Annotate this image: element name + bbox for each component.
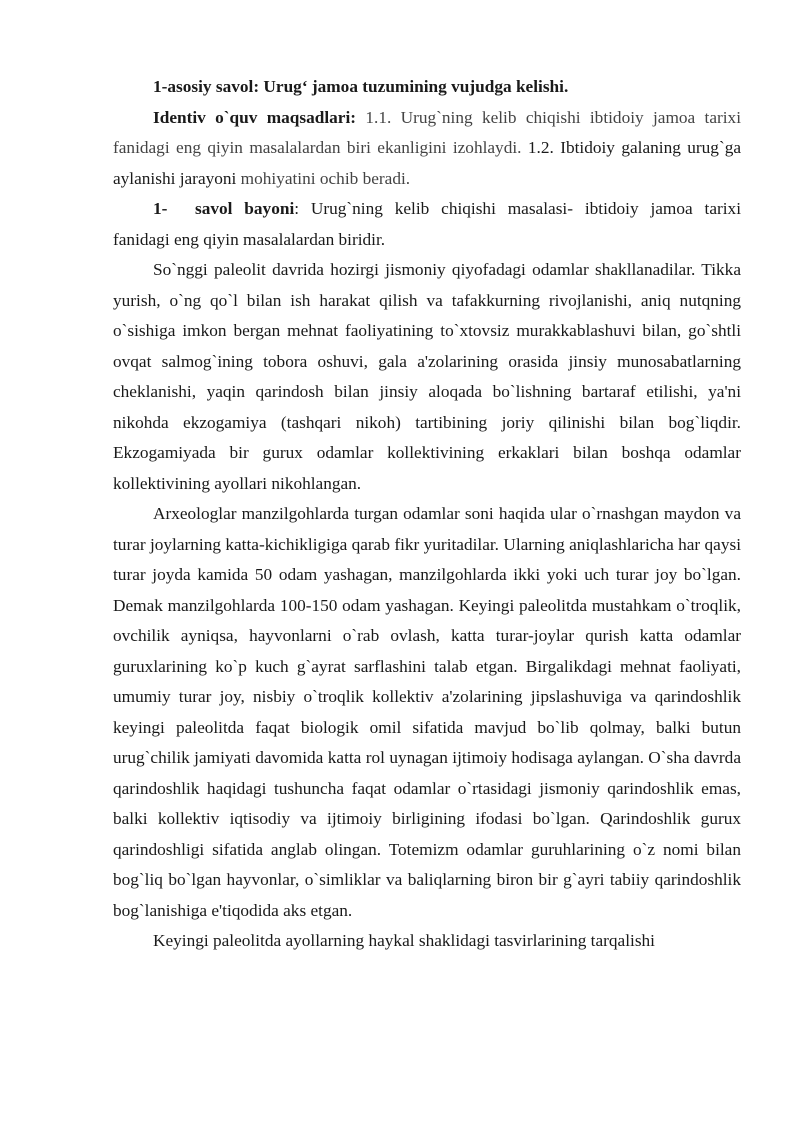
objective-2-verb: mohiyatini ochib beradi. xyxy=(240,168,411,188)
question-text: : Urug`ning kelib chiqishi masalasi- ibtidoiy jamoa tarixi fanidagi eng qiyin masalalardan biridir. xyxy=(113,199,741,249)
body-paragraph-1: So`nggi paleolit davrida hozirgi jismoniy qiyofadagi odamlar shakllanadilar. Tikka yurish, o`ng qo`l bilan ish harakat qilish va tafakkurning rivojlanishi, aniq nutqning o`sishiga imkon bergan mehnat faoliyatining to`xtovsiz murakkablashuvi bilan, go`shtli ovqat salmog`ining tobora oshuvi, gala a'zolarining orasida jinsiy munosabatlarning cheklanishi, yaqin qarindosh bilan jinsiy aloqada bo`lishning bartaraf etilishi, ya'ni nikohda ekzogamiya (tashqari nikoh) tartibining joriy qilinishi bilan bog`liqdir. Ekzogamiyada bir gurux odamlar kollektivining erkaklari bilan boshqa odamlar kollektivining ayollari nikohlangan. xyxy=(113,260,741,493)
objectives-paragraph xyxy=(113,103,741,195)
document-page xyxy=(113,72,741,957)
question-number: 1- xyxy=(153,199,168,218)
question-paragraph xyxy=(113,194,741,255)
objective-2-text: 1.2. Ibtidoiy galaning urug`ga aylanishi jarayoni xyxy=(113,138,742,188)
objectives-label: Identiv o`quv maqsadlari: xyxy=(153,107,357,127)
objective-1-text: 1.1. Urug`ning kelib chiqishi ibtidoiy jamoa tarixi fanidagi eng qiyin masalalardan biri ekanligini xyxy=(113,107,742,157)
objective-1-verb: izohlaydi. xyxy=(452,138,522,157)
question-label: savol bayoni xyxy=(195,199,295,218)
section-heading: 1-asosiy savol: Urug‘ jamoa tuzumining vujudga kelishi. xyxy=(153,77,569,96)
body-paragraph-3: Keyingi paleolitda ayollarning haykal shaklidagi tasvirlarining tarqalishi xyxy=(153,931,655,950)
body-paragraph-2: Arxeologlar manzilgohlarda turgan odamlar soni haqida ular o`rnashgan maydon va turar joylarning katta-kichikligiga qarab fikr yuritadilar. Ularning aniqlashlaricha har qaysi turar joyda kamida 50 odam yashagan, manzilgohlarda ikki yoki uch turar joy bo`lgan. Demak manzilgohlarda 100-150 odam yashagan. Keyingi paleolitda mustahkam o`troqlik, ovchilik ayniqsa, hayvonlarni o`rab ovlash, katta turar-joylar qurish katta odamlar guruxlarining ko`p kuch g`ayrat sarflashini talab etgan. Birgalikdagi mehnat faoliyati, umumiy turar joy, nisbiy o`troqlik kollektiv a'zolarining jipslashuviga va qarindoshlik keyingi paleolitda faqat biologik omil sifatida mavjud bo`lib qolmay, balki butun urug`chilik jamiyati davomida katta rol uynagan ijtimoiy hodisaga aylangan. O`sha davrda qarindoshlik haqidagi tushuncha faqat odamlar o`rtasidagi jismoniy qarindoshlik emas, balki kollektiv iqtisodiy va ijtimoiy birligining ifodasi bo`lgan. Qarindoshlik gurux qarindoshligi sifatida anglab olingan. Totemizm odamlar guruhlarining o`z nomi bilan bog`liq bo`lgan hayvonlar, o`simliklar va baliqlarning biron bir g`ayri tabiiy qarindoshlik bog`lanishiga e'tiqodida aks etgan. xyxy=(113,504,741,920)
